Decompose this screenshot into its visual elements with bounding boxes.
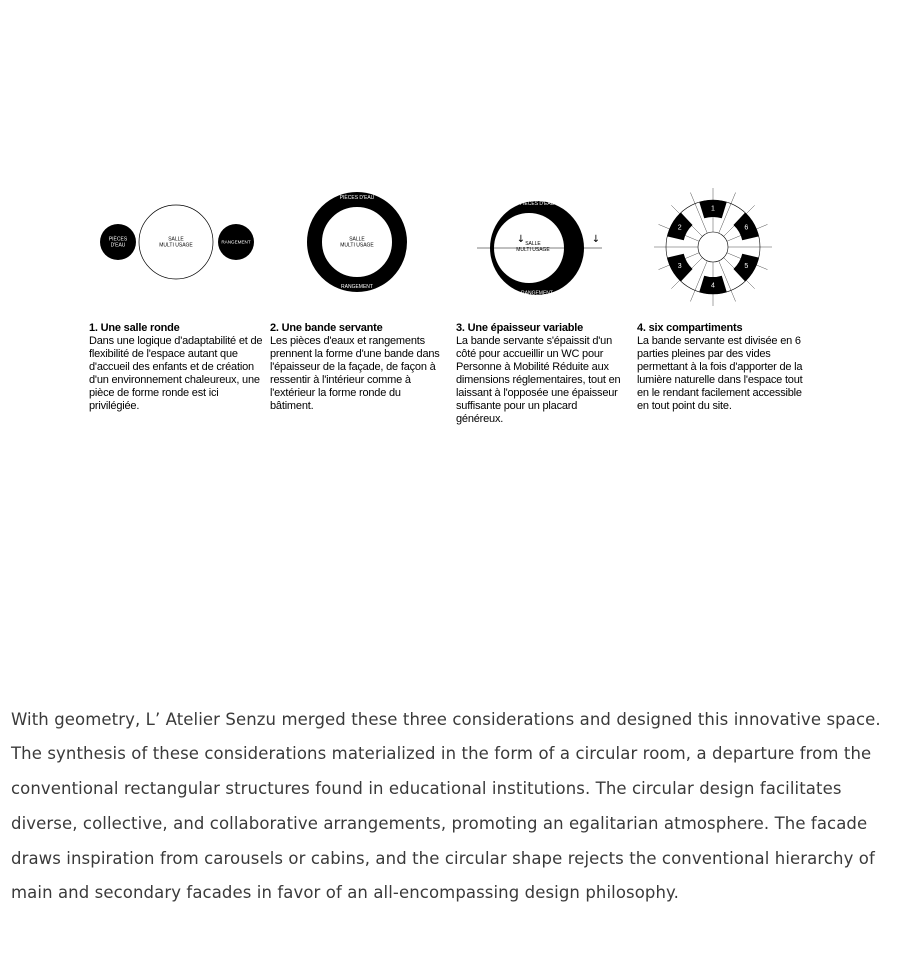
step4-number-5: 5 — [744, 263, 749, 271]
step4-number-3: 3 — [677, 263, 682, 271]
step1-center-label-2: MULTI USAGE — [159, 242, 193, 249]
step3-caption — [456, 322, 626, 426]
step4-number-4: 4 — [711, 282, 715, 290]
step1-left-label-1: PIÈCES — [108, 236, 128, 243]
step1-diagram — [100, 205, 254, 279]
step1-title: 1. Une salle ronde — [89, 322, 180, 334]
step2-body: Les pièces d'eaux et rangements prennent la forme d'une bande dans l'épaisseur de la façade, de façon à ressentir à l'intérieur comme à l'extérieur la forme ronde du bâtiment. — [270, 335, 440, 412]
step3-outer-arrow-icon: ↓ — [591, 234, 601, 245]
step1-right-label: RANGEMENT — [221, 239, 251, 245]
step1-left-label-2: D'EAU — [110, 242, 126, 249]
step3-bottom-label: RANGEMENT — [521, 290, 553, 297]
step3-center-label-1: SALLE — [525, 241, 541, 247]
step4-caption — [637, 322, 813, 413]
step3-title: 3. Une épaisseur variable — [456, 322, 584, 334]
step2-center-label-2: MULTI USAGE — [340, 242, 374, 249]
step4-number-6: 6 — [744, 224, 749, 232]
step2-bottom-label: RANGEMENT — [341, 284, 373, 290]
step3-inner-arrow-icon: ↓ — [516, 234, 526, 245]
step1-body: Dans une logique d'adaptabilité et de flexibilité de l'espace autant que d'accueil des enfants et de création d'un environnement chaleureux, une pièce de forme ronde est ici privilégiée. — [89, 335, 263, 412]
step2-center-label-1: SALLE — [349, 236, 365, 243]
step2-caption — [270, 322, 446, 413]
step4-number-1: 1 — [711, 205, 715, 213]
step4-body: La bande servante est divisée en 6 parties pleines par des vides permettant à la fois d'apporter de la lumière naturelle dans l'espace tout en le rendant facilement accessible en tout point du site. — [637, 335, 803, 412]
step2-top-label: PIÈCES D'EAU — [339, 195, 375, 201]
step4-title: 4. six compartiments — [637, 322, 743, 334]
step3-diagram — [477, 200, 602, 297]
step4-inner-circle — [698, 232, 728, 262]
step2-title: 2. Une bande servante — [270, 322, 383, 334]
step3-top-label: PIÈCES D'EAU — [519, 201, 555, 207]
step3-center-label-2: MULTI USAGE — [516, 247, 550, 253]
step4-number-2: 2 — [677, 224, 682, 232]
step3-body: La bande servante s'épaissit d'un côté pour accueillir un WC pour Personne à Mobilité Réduite aux dimensions réglementaires, tout en laissant à l'opposée une épaisseur suffisante pour un placard généreux. — [456, 335, 621, 425]
step1-center-label-1: SALLE — [168, 236, 184, 243]
step4-diagram — [654, 188, 772, 306]
step1-caption — [89, 322, 267, 413]
step2-diagram — [315, 194, 400, 290]
article-paragraph: With geometry, L’ Atelier Senzu merged these three considerations and designed this innovative space. The synthesis of these considerations materialized in the form of a circular room, a departure from the conventional rectangular structures found in educational institutions. The circular design facilitates diverse, collective, and collaborative arrangements, promoting an egalitarian atmosphere. The facade draws inspiration from carousels or cabins, and the circular shape rejects the conventional hierarchy of main and secondary facades in favor of an all-encompassing design philosophy. — [11, 709, 881, 903]
